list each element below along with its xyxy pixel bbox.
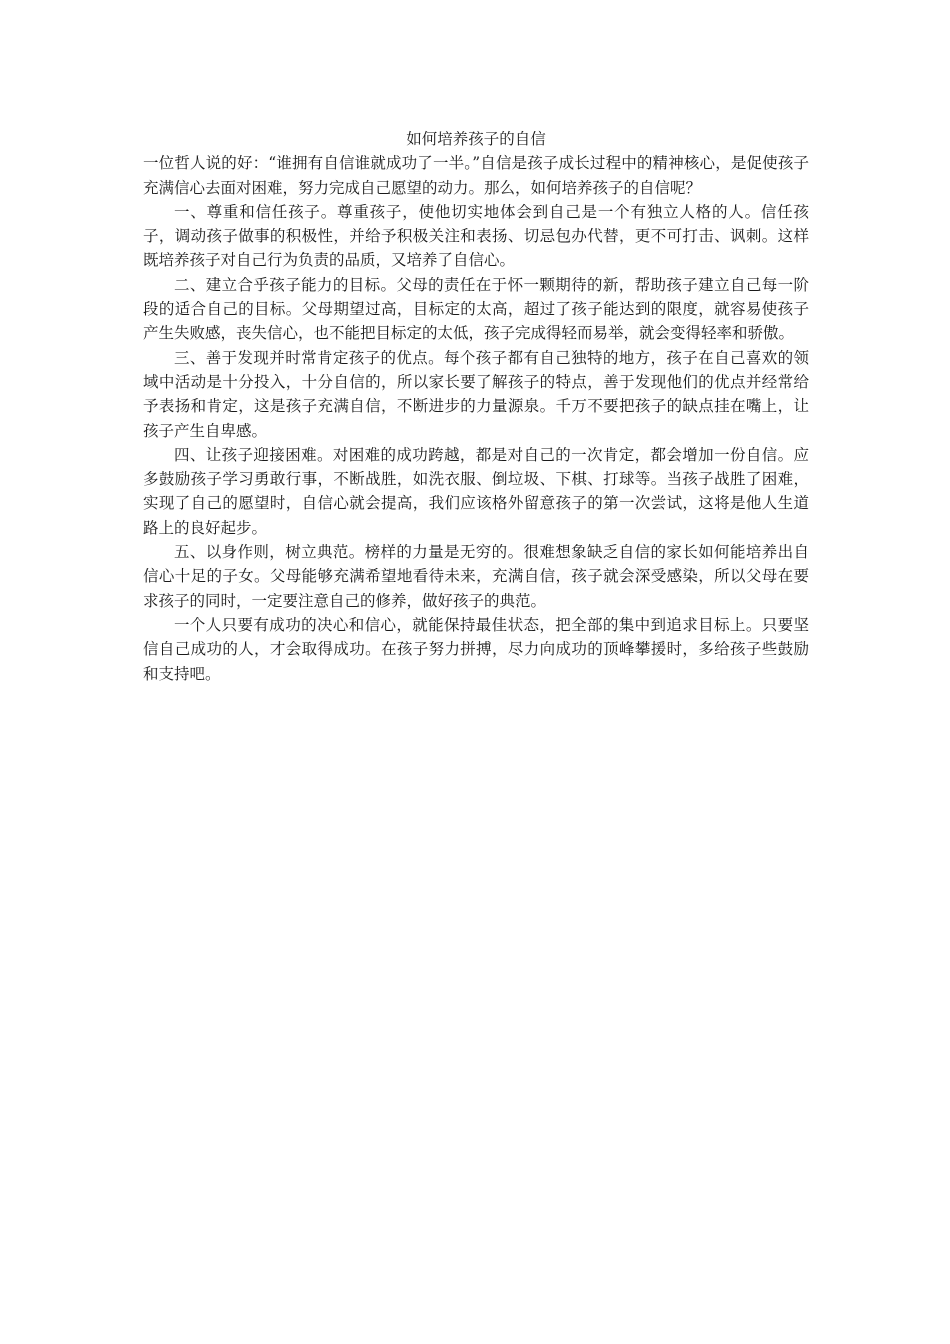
paragraph-lead-by-example: 五、以身作则，树立典范。榜样的力量是无穷的。很难想象缺乏自信的家长如何能培养出自信心十足的子女。父母能够充满希望地看待未来，充满自信，孩子就会深受感染，所以父母在要求孩子的同时，一定要注意自己的修养，做好孩子的典范。 <box>143 543 809 610</box>
document-title: 如何培养孩子的自信 <box>406 130 546 148</box>
document-body <box>143 127 809 686</box>
paragraph-intro: 一位哲人说的好：“谁拥有自信谁就成功了一半。”自信是孩子成长过程中的精神核心，是促使孩子充满信心去面对困难，努力完成自己愿望的动力。那么，如何培养孩子的自信呢？ <box>143 154 809 197</box>
paragraph-conclusion: 一个人只要有成功的决心和信心，就能保持最佳状态，把全部的集中到追求目标上。只要坚信自己成功的人，才会取得成功。在孩子努力拼搏，尽力向成功的顶峰攀援时，多给孩子些鼓励和支持吧。 <box>143 615 809 683</box>
paragraph-set-goals: 二、建立合乎孩子能力的目标。父母的责任在于怀一颗期待的新，帮助孩子建立自己每一阶段的适合自己的目标。父母期望过高，目标定的太高，超过了孩子能达到的限度，就容易使孩子产生失败感，丧失信心，也不能把目标定的太低，孩子完成得轻而易举，就会变得轻率和骄傲。 <box>143 275 809 343</box>
paragraph-face-difficulties: 四、让孩子迎接困难。对困难的成功跨越，都是对自己的一次肯定，都会增加一份自信。应多鼓励孩子学习勇敢行事，不断战胜，如洗衣服、倒垃圾、下棋、打球等。当孩子战胜了困难，实现了自己的愿望时，自信心就会提高，我们应该格外留意孩子的第一次尝试，这将是他人生道路上的良好起步。 <box>143 445 809 537</box>
paragraph-respect-trust: 一、尊重和信任孩子。尊重孩子，使他切实地体会到自己是一个有独立人格的人。信任孩子，调动孩子做事的积极性，并给予积极关注和表扬、切忌包办代替，更不可打击、讽刺。这样既培养孩子对自己行为负责的品质，又培养了自信心。 <box>143 202 809 270</box>
paragraph-affirm-strengths: 三、善于发现并时常肯定孩子的优点。每个孩子都有自己独特的地方，孩子在自己喜欢的领域中活动是十分投入，十分自信的，所以家长要了解孩子的特点，善于发现他们的优点并经常给予表扬和肯定，这是孩子充满自信，不断进步的力量源泉。千万不要把孩子的缺点挂在嘴上，让孩子产生自卑感。 <box>143 348 809 440</box>
